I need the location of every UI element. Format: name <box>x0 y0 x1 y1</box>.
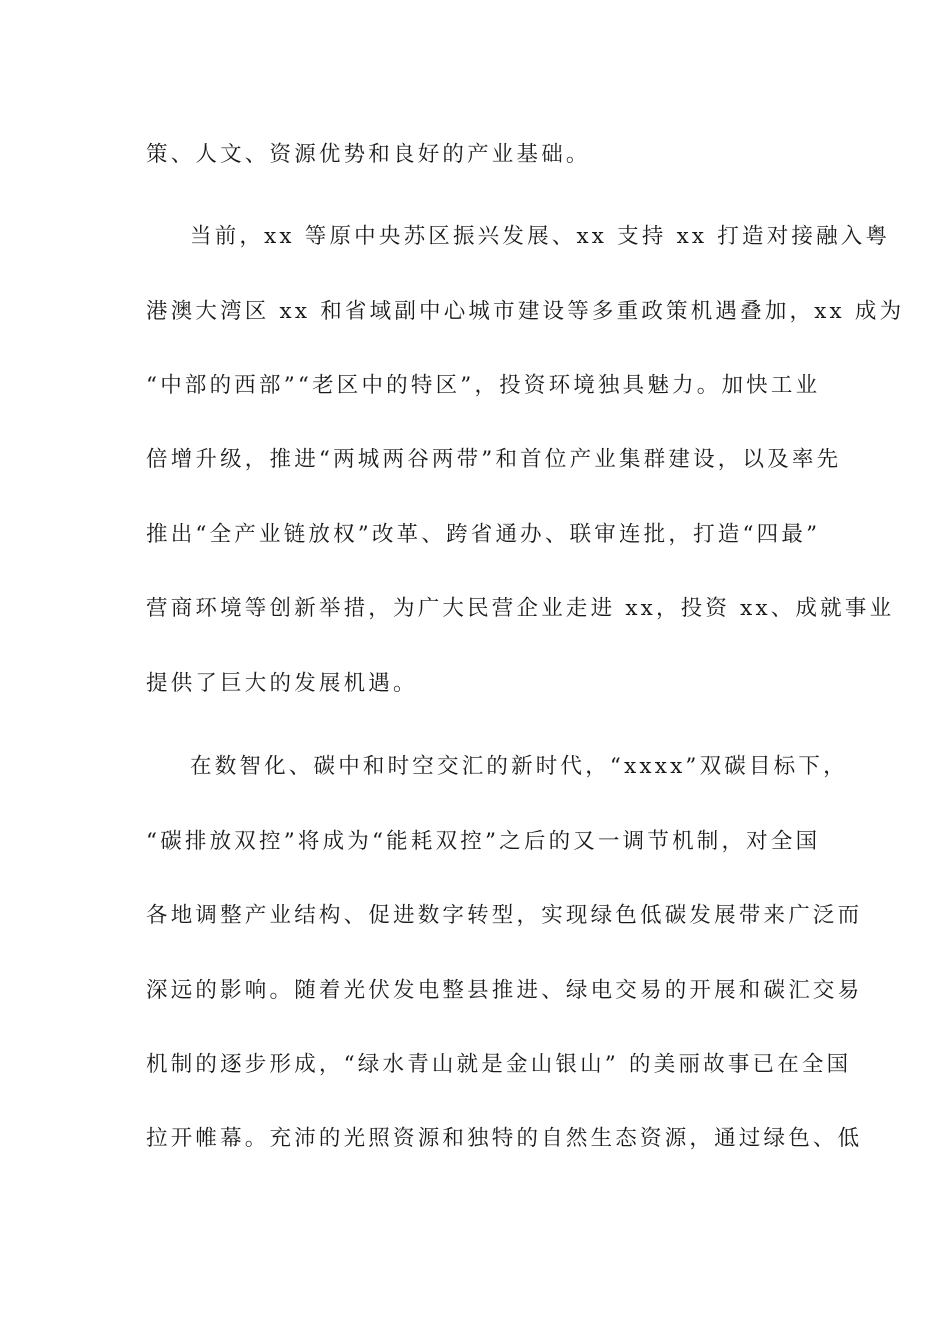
text-line-10: “碳排放双控”将成为“能耗双控”之后的又一调节机制，对全国 <box>146 829 821 854</box>
text-line-13: 机制的逐步形成，“绿水青山就是金山银山” 的美丽故事已在全国 <box>146 1052 852 1077</box>
text-line-8: 提供了巨大的发展机遇。 <box>146 671 418 696</box>
text-line-14: 拉开帷幕。充沛的光照资源和独特的自然生态资源，通过绿色、低 <box>146 1126 863 1151</box>
text-line-1: 策、人文、资源优势和良好的产业基础。 <box>146 142 591 167</box>
text-line-6: 推出“全产业链放权”改革、跨省通办、联审连批，打造“四最” <box>146 522 821 547</box>
text-line-4: “中部的西部”“老区中的特区”，投资环境独具魅力。加快工业 <box>146 373 821 398</box>
text-line-2: 当前，xx 等原中央苏区振兴发展、xx 支持 xx 打造对接融入粤 <box>190 224 891 249</box>
text-line-9: 在数智化、碳中和时空交汇的新时代，“xxxx”双碳目标下， <box>190 754 848 779</box>
text-line-3: 港澳大湾区 xx 和省域副中心城市建设等多重政策机遇叠加，xx 成为 <box>146 299 905 324</box>
text-line-12: 深远的影响。随着光伏发电整县推进、绿电交易的开展和碳汇交易 <box>146 978 863 1003</box>
text-line-7: 营商环境等创新举措，为广大民营企业走进 xx，投资 xx、成就事业 <box>146 596 895 621</box>
text-line-11: 各地调整产业结构、促进数字转型，实现绿色低碳发展带来广泛而 <box>146 903 863 928</box>
text-line-5: 倍增升级，推进“两城两谷两带”和首位产业集群建设，以及率先 <box>146 447 842 472</box>
